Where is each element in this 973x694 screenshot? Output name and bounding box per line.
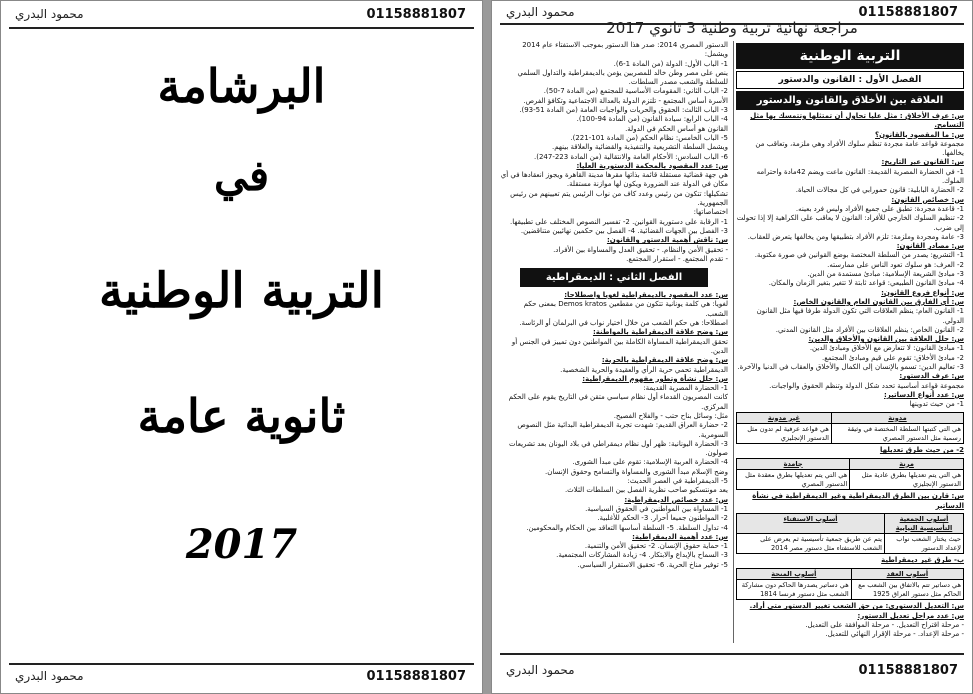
text-line: 2- المواطنون جميعا أحرار. 3- الحكم للأغلبية. — [597, 514, 728, 523]
right-tail-block — [736, 602, 964, 639]
text-line: 3- الفصل بين الجهات القضائية. 4- الفصل بين حكمين نهائيين متناقضين. — [520, 226, 728, 235]
text-line: 4- مبادئ القانون الطبيعي: قواعد ثابتة لا تتغير بتغير الزمان والمكان. — [768, 279, 964, 288]
constitution-type-table-1 — [736, 412, 964, 445]
text-line: اختصاصاتها: — [693, 208, 728, 217]
text-line: 2- العرف: هو سلوك تعود الناس على ممارسته. — [827, 260, 964, 269]
table3-title: س: قارن بين الطرق الديمقراطية وغير الديمقراطية في نشأة الدساتير — [752, 492, 964, 510]
table3-cell-a: حيث يختار الشعب نواب لإعداد الدستور — [885, 534, 964, 554]
table4-cell-b: هي دساتير يصدرها الحاكم دون مشاركة الشعب مثل دستور فرنسا 1814 — [737, 580, 852, 600]
table4-title: ب- طرق غير ديمقراطية — [881, 556, 964, 565]
review-title: مراجعة نهائية تربية وطنية 3 ثانوي 2017 — [606, 19, 858, 37]
text-line: 5- توفير مناخ الحرية. 6- تحقيق الاستقرار السياسي. — [577, 560, 728, 569]
table4-header-b: أسلوب المنحة — [737, 568, 852, 580]
text-line: س: التعديل الدستوري: من حق الشعب تغيير الدستور متى أراد. — [749, 602, 964, 611]
text-line: س: عدد مراحل تعديل الدستور: — [857, 611, 964, 620]
text-line: 5- الباب الخامس: نظام الحكم (من المادة 101-221). — [570, 133, 728, 142]
text-line: 1- الرقابة على دستورية القوانين. 2- تفسير النصوص المختلف على تطبيقها. — [509, 217, 728, 226]
column-divider — [733, 41, 734, 643]
text-line: هي جهة قضائية مستقلة قائمة بذاتها مقرها مدينة القاهرة ويجوز انعقادها في أي مكان في الدولة عند الضرورة ويكون لها موازنة مستقلة. — [500, 171, 728, 189]
right-text-block — [736, 112, 964, 410]
text-line: س: عرف الدستور: — [899, 372, 964, 381]
text-line: س: ناقش أهمية الدستور والقانون: — [606, 236, 728, 245]
left-text-block-1 — [500, 41, 728, 264]
text-line: 1- المساواة بين المواطنين في الحقوق السياسية. — [585, 504, 728, 513]
table2-title: 2- من حيث طرق تعديلها — [879, 446, 964, 455]
text-line: لغويا: هي كلمة يونانية تتكون من مقطعين Demos kratos بمعنى حكم الشعب. — [523, 300, 728, 318]
text-line: س: عدد أهمية الديمقراطية: — [632, 532, 728, 541]
table3-header-b: أسلوب الاستفتاء — [737, 513, 885, 533]
text-line: مثل: وسائل بناح حتب - والفلاح الفصيح. — [613, 411, 728, 420]
footer-phone: 01158881807 — [858, 663, 958, 678]
constitution-type-table-2 — [736, 458, 964, 491]
text-line: ينص على مصر وطن خالد للمصريين يؤمن بالديمقراطية والتداول السلمي للسلطة والشعب مصدر السلطات. — [517, 68, 728, 87]
text-line: 2- تنظيم السلوك الخارجي للأفراد: القانون لا يعاقب على الكراهية إلا إذا تحولت إلى ضرب. — [736, 214, 964, 232]
text-line: 2- مبادئ الأخلاق: تقوم على قيم ومبادئ المجتمع. — [821, 353, 964, 362]
chapter2-box: الفصل الثاني : الديمقراطية — [520, 268, 708, 287]
text-line: 3- الباب الثالث: الحقوق والحريات والواجبات العامة (من المادة 51-93). — [519, 106, 728, 115]
text-line: س: عدد خصائص الديمقراطية: — [624, 495, 728, 504]
text-line: 1- التشريع: يصدر من السلطة المختصة بوضع القوانين في صورة مكتوبة. — [754, 251, 964, 260]
text-line: 1- الباب الأول: الدولة (من المادة 1-6). — [613, 59, 728, 68]
cover-year: 2017 — [185, 521, 298, 568]
constitution-origin-table-2 — [736, 568, 964, 601]
header-phone: 01158881807 — [858, 5, 958, 20]
table2-cell-b: هي التي يتم تعديلها بطرق معقدة مثل الدستور المصري — [737, 470, 850, 490]
text-line: 4- الباب الرابع: سيادة القانون (من المادة 94-100). — [576, 115, 728, 124]
table3-cell-b: يتم عن طريق جمعية تأسيسية ثم يعرض على الشعب للاستفتاء مثل دستور مصر 2014 — [737, 534, 885, 554]
text-line: س: أنواع فروع القانون: — [881, 288, 964, 297]
text-line: - مرحلة اقتراح التعديل. - مرحلة الموافقة على التعديل. — [805, 621, 964, 629]
text-line: 3- الحضارة اليونانية: ظهر أول نظام ديمقراطي في بلاد اليونان بعد تشريعات صولون. — [508, 439, 728, 458]
text-line: تشكيلها: تتكون من رئيس وعدد كاف من نواب الرئيس يتم تعيينهم من رئيس الجمهورية. — [510, 189, 728, 208]
subject-box: التربية الوطنية — [736, 43, 964, 69]
table4-header-a: أسلوب العقد — [851, 568, 963, 580]
cover-page — [0, 0, 483, 694]
review-page — [491, 0, 973, 694]
text-line: 1- مبادئ القانون: لا تتعارض مع الأخلاق ومبادئ الدين. — [809, 344, 964, 353]
text-line: س: حلل العلاقة بين القانون والأخلاق والدين: — [808, 335, 964, 344]
cover-title-line-4: ثانوية عامة — [137, 389, 346, 443]
text-line: 5- الديمقراطية في العصر الحديث: — [627, 477, 728, 486]
header-phone: 01158881807 — [366, 7, 466, 22]
footer-author-name: محمود البدري — [15, 669, 84, 683]
table1-header-b: غير مدونة — [737, 412, 832, 424]
text-line: - تقدم المجتمع. - استقرار المجتمع. — [626, 254, 728, 263]
text-line: س: حلل نشأة وتطور مفهوم الديمقراطية: — [582, 374, 728, 383]
table1-cell-a: هي التي كتبتها السلطة المختصة في وثيقة رسمية مثل الدستور المصري — [831, 424, 963, 444]
text-line: س: القانون عبر التاريخ: — [881, 158, 964, 167]
table3-header-a: أسلوب الجمعية التأسيسية النيابية — [885, 513, 964, 533]
text-line: الديمقراطية تحمي حرية الرأي والعقيدة والحرية الشخصية. — [560, 365, 728, 374]
text-line: يعد مونتسكيو صاحب نظرية الفصل بين السلطات الثلاث. — [564, 486, 728, 495]
footer-phone: 01158881807 — [366, 669, 466, 684]
text-line: س: وضح علاقة الديمقراطية بالحرية: — [601, 356, 728, 365]
text-line: 4- الحضارة العربية الإسلامية: تقوم على مبدأ الشورى. — [572, 458, 728, 467]
text-line: س: عدد المقصود بالديمقراطية لغويا واصطلاحا: — [564, 291, 728, 300]
text-line: 3- عامة ومجردة وملزمة: تلزم الأفراد بتطبيقها ومن يخالفها يتعرض للعقاب. — [747, 232, 964, 241]
text-line: 2- الحضارة البابلية: قانون حمورابي في كل مجالات الحياة. — [795, 186, 964, 195]
text-line: 1- من حيث تدوينها — [909, 400, 964, 409]
text-line: مجموعة قواعد أساسية تحدد شكل الدولة وتنظم الحقوق والواجبات. — [769, 381, 964, 390]
text-line: س: وضح علاقة الديمقراطية بالمواطنة: — [592, 328, 728, 337]
text-line: الأسرة أساس المجتمع - تلتزم الدولة بالعدالة الاجتماعية وتكافؤ الفرص. — [523, 96, 728, 105]
text-line: س: عدد أنواع الدساتير: — [883, 390, 964, 399]
header-author-name: محمود البدري — [506, 5, 575, 19]
text-line: 2- القانون الخاص: ينظم العلاقات بين الأفراد مثل القانون المدني. — [775, 325, 964, 334]
header-rule — [9, 27, 474, 29]
table2-header-a: مرنة — [850, 458, 964, 470]
text-line: 1- في الحضارة المصرية القديمة: القانون ماعت ويضم 42مادة واحترامه الملوك. — [756, 167, 964, 186]
text-line: 6- الباب السادس: الأحكام العامة والانتقالية (من المادة 223-247). — [533, 152, 728, 161]
text-line: 4- تداول السلطة. 5- السلطة أساسها التعاقد بين الحكام والمحكومين. — [526, 523, 728, 532]
text-line: الدستور المصري 2014: صدر هذا الدستور بموجب الاستفتاء عام 2014 ويشمل: — [522, 41, 728, 59]
text-line: 2- حضارة العراق القديم: شهدت تجربة الديمقراطية البدائية مثل النصوص السومرية. — [517, 421, 728, 439]
text-line: س: مصادر القانون: — [896, 242, 964, 251]
text-line: كانت المصريون القدماء أول نظام سياسي متقن في التاريخ يقوم على الحكم المركزي. — [508, 393, 728, 411]
cover-title-line-2: في — [213, 151, 270, 200]
text-line: ويشمل السلطة التشريعية والتنفيذية والقضائية والعلاقة بينهم. — [551, 143, 728, 152]
table4-cell-a: هي دساتير تتم بالاتفاق بين الشعب مع الحاكم مثل دستور العراق 1925 — [851, 580, 963, 600]
table1-header-a: مدونة — [831, 412, 963, 424]
header-author-name: محمود البدري — [15, 7, 84, 21]
table1-cell-b: هي قواعد عرفية لم تدون مثل الدستور الإنجليزي — [737, 424, 832, 444]
text-line: س: ما المقصود بالقانون؟ — [875, 130, 964, 139]
text-line: القانون هو أساس الحكم في الدولة. — [625, 124, 728, 133]
text-line: 1- الحضارة المصرية القديمة: — [643, 384, 728, 393]
chapter1-box: الفصل الأول : القانون والدستور — [736, 71, 964, 89]
text-line: 1- حماية حقوق الإنسان. 2- تحقيق الأمن والتنمية. — [584, 542, 728, 551]
cover-title-line-3: التربية الوطنية — [99, 263, 384, 319]
text-line: تحقق الديمقراطية المساواة الكاملة بين المواطنين دون تمييز في الجنس أو الدين. — [511, 337, 728, 355]
text-line: - مرحلة الإعداد. - مرحلة الإقرار النهائي للتعديل. — [825, 630, 964, 639]
table2-cell-a: هي التي يتم تعديلها بطرق عادية مثل الدستور الإنجليزي — [850, 470, 964, 490]
text-line: 3- مبادئ الشريعة الإسلامية: مبادئ مستمدة من الدين. — [807, 270, 964, 279]
right-column — [736, 41, 964, 643]
text-line: مجموعة قواعد عامة مجردة تنظم سلوك الأفراد وهي ملزمة، وتعاقب من يخالفها. — [755, 139, 964, 158]
text-line: 1- قاعدة مجردة: تطبق على جميع الأفراد وليس فرد بعينه. — [795, 204, 964, 213]
text-line: س: عرف الأخلاق : مثل عليا تحاول أن تمتثلها وتتمسك بها مثل التسامح. — [750, 112, 964, 130]
section1-box: العلاقة بين الأخلاق والقانون والدستور — [736, 91, 964, 110]
constitution-origin-table-1 — [736, 513, 964, 554]
text-line: س: عدد المقصود بالمحكمة الدستورية العليا: — [576, 161, 728, 170]
footer-rule — [500, 653, 964, 655]
cover-title-line-1: البرشامة — [157, 59, 326, 113]
text-line: 3- تعاليم الدين: تسمو بالإنسان إلى الكمال والأخلاق والعقاب في الدنيا والآخرة. — [737, 363, 964, 372]
footer-author-name: محمود البدري — [506, 663, 575, 677]
table2-header-b: جامدة — [737, 458, 850, 470]
text-line: 2- الباب الثاني: المقومات الأساسية للمجتمع (من المادة 7-50). — [543, 87, 728, 96]
text-line: وضح الإسلام مبدأ الشورى والمساواة والتسامح وحقوق الإنسان. — [544, 467, 728, 476]
footer-rule — [9, 663, 474, 665]
left-text-block-2 — [500, 291, 728, 570]
text-line: اصطلاحا: هي حكم الشعب من خلال اختيار نواب في البرلمان أو الرئاسة. — [519, 319, 728, 328]
text-line: س: أي الفارق بين القانون العام والقانون الخاص: — [793, 297, 964, 306]
text-line: 1- القانون العام: ينظم العلاقات التي تكون الدولة طرفا فيها مثل القانون الدولي. — [756, 307, 964, 325]
text-line: - تحقيق الأمن والنظام. - تحقيق العدل والمساواة بين الأفراد. — [553, 245, 728, 254]
left-column — [500, 41, 728, 643]
text-line: س: خصائص القانون: — [891, 195, 964, 204]
text-line: 3- السماح بالإبداع والابتكار. 4- زيادة المشاركات المجتمعية. — [556, 551, 728, 560]
